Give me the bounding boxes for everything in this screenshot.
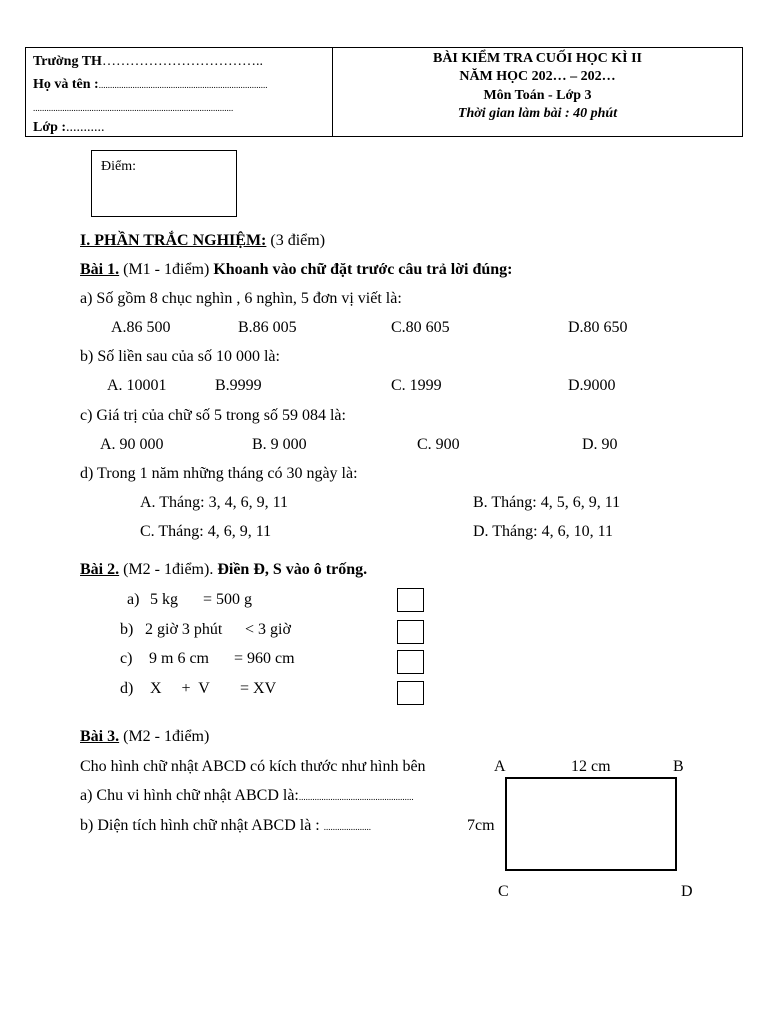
bai2-item-c-right: = 960 cm	[234, 650, 295, 667]
bai1-a-option-d[interactable]: D.80 650	[568, 319, 628, 336]
bai1-b-option-d[interactable]: D.9000	[568, 377, 616, 394]
answer-box-b[interactable]	[397, 620, 424, 644]
vertex-a-label: A	[494, 758, 506, 775]
section-heading: I. PHẦN TRẮC NGHIỆM:	[80, 232, 267, 249]
score-box	[91, 150, 237, 217]
bai3-question-a	[80, 788, 414, 804]
bai3-question-b	[80, 818, 371, 834]
school-line	[33, 54, 263, 70]
bai3-level: (M2 - 1điểm)	[123, 728, 210, 745]
vertex-b-label: B	[673, 758, 684, 775]
name-label: Họ và tên :	[33, 77, 99, 92]
bai2-item-b-letter: b)	[120, 621, 134, 638]
section-points: (3 điểm)	[270, 232, 326, 249]
bai3-intro: Cho hình chữ nhật ABCD có kích thước như hình bên	[80, 758, 426, 775]
width-label: 12 cm	[571, 758, 611, 775]
exam-time: Thời gian làm bài : 40 phút	[457, 106, 618, 121]
class-dots: ...........	[66, 120, 105, 135]
bai1-heading	[80, 262, 513, 278]
bai3-question-a-text: a) Chu vi hình chữ nhật ABCD là:	[80, 787, 299, 804]
area-answer-line[interactable]: .....................	[323, 822, 371, 832]
exam-info	[333, 48, 742, 136]
bai1-b-option-a[interactable]: A. 10001	[107, 377, 167, 394]
score-label: Điểm:	[101, 159, 136, 174]
extra-line	[33, 100, 233, 116]
school-dots: ……………………………..	[101, 54, 263, 69]
bai1-d-option-c[interactable]: C. Tháng: 4, 6, 9, 11	[140, 523, 272, 540]
perimeter-answer-line[interactable]: ...................................................	[298, 792, 414, 802]
bai1-instruction: Khoanh vào chữ đặt trước câu trả lời đúng:	[213, 261, 513, 278]
school-label: Trường TH	[33, 54, 102, 69]
answer-box-d[interactable]	[397, 681, 424, 705]
bai3-question-b-text: b) Diện tích hình chữ nhật ABCD là :	[80, 817, 320, 834]
bai2-item-d-right: = XV	[240, 680, 277, 697]
bai2-item-a-left: 5 kg	[150, 591, 178, 608]
bai2-instruction: Điền Đ, S vào ô trống.	[217, 561, 368, 578]
rectangle-abcd	[505, 777, 677, 871]
bai2-item-b-right: < 3 giờ	[245, 621, 291, 638]
vertex-c-label: C	[498, 883, 509, 900]
bai1-b-option-c[interactable]: C. 1999	[391, 377, 442, 394]
bai2-item-d-letter: d)	[120, 680, 134, 697]
height-label: 7cm	[467, 817, 495, 834]
bai1-b-option-b[interactable]: B.9999	[215, 377, 262, 394]
bai1-question-a: a) Số gồm 8 chục nghìn , 6 nghìn, 5 đơn vị viết là:	[80, 290, 402, 307]
bai2-item-c-letter: c)	[120, 650, 133, 667]
bai1-c-option-c[interactable]: C. 900	[417, 436, 460, 453]
exam-header	[25, 47, 743, 137]
answer-box-c[interactable]	[397, 650, 424, 674]
name-line	[33, 77, 267, 93]
bai1-a-option-a[interactable]: A.86 500	[111, 319, 171, 336]
bai1-level: (M1 - 1điểm)	[123, 261, 210, 278]
bai1-c-option-d[interactable]: D. 90	[582, 436, 618, 453]
bai1-d-option-a[interactable]: A. Tháng: 3, 4, 6, 9, 11	[140, 494, 288, 511]
exam-title: BÀI KIỂM TRA CUỐI HỌC KÌ II	[432, 51, 642, 66]
bai2-heading	[80, 562, 367, 578]
bai2-item-c-left: 9 m 6 cm	[149, 650, 209, 667]
bai1-a-option-b[interactable]: B.86 005	[238, 319, 297, 336]
vertex-d-label: D	[681, 883, 693, 900]
student-info	[26, 48, 333, 136]
section-title	[80, 233, 325, 249]
bai3-label: Bài 3.	[80, 728, 120, 745]
bai2-item-b-left: 2 giờ 3 phút	[145, 621, 223, 638]
bai1-question-b: b) Số liền sau của số 10 000 là:	[80, 348, 280, 365]
bai2-label: Bài 2.	[80, 561, 120, 578]
extra-dots: .........................................................................................	[33, 103, 234, 113]
bai1-label: Bài 1.	[80, 261, 120, 278]
class-line	[33, 120, 105, 136]
bai1-question-d: d) Trong 1 năm những tháng có 30 ngày là:	[80, 465, 358, 482]
bai2-item-d-left: X + V	[150, 680, 210, 697]
answer-box-a[interactable]	[397, 588, 424, 612]
class-label: Lớp :	[33, 120, 67, 135]
name-dots: ...........................................................................	[98, 80, 268, 90]
bai3-heading	[80, 729, 209, 745]
bai1-question-c: c) Giá trị của chữ số 5 trong số 59 084 là:	[80, 407, 346, 424]
bai2-level: (M2 - 1điểm).	[123, 561, 214, 578]
bai2-item-a-letter: a)	[127, 591, 140, 608]
bai1-a-option-c[interactable]: C.80 605	[391, 319, 450, 336]
school-year: NĂM HỌC 202… – 202…	[459, 69, 616, 84]
bai1-c-option-a[interactable]: A. 90 000	[100, 436, 164, 453]
subject: Môn Toán - Lớp 3	[483, 88, 592, 103]
bai2-item-a-right: = 500 g	[203, 591, 253, 608]
bai1-c-option-b[interactable]: B. 9 000	[252, 436, 307, 453]
bai1-d-option-b[interactable]: B. Tháng: 4, 5, 6, 9, 11	[473, 494, 621, 511]
bai1-d-option-d[interactable]: D. Tháng: 4, 6, 10, 11	[473, 523, 613, 540]
